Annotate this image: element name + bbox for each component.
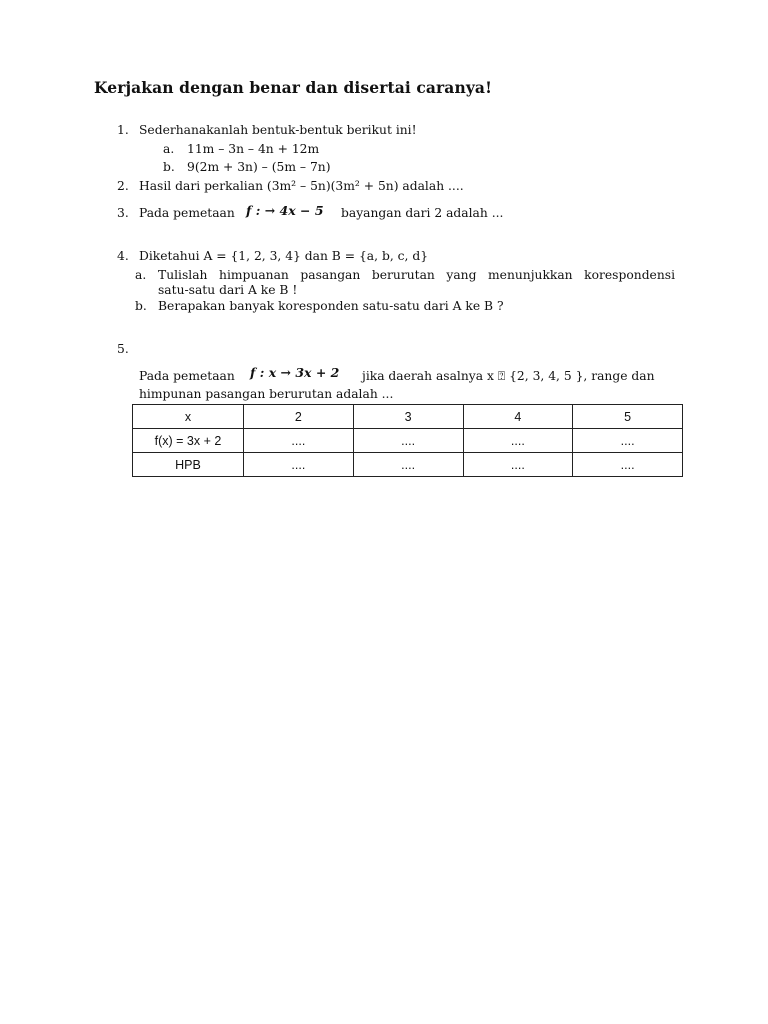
q5-post: jika daerah asalnya x ⍰ {2, 3, 4, 5 }, range dan [362, 369, 655, 383]
q1b-text: 9(2m + 3n) – (5m – 7n) [187, 160, 331, 174]
q4a-label: a. [135, 268, 147, 282]
table-cell: .... [463, 429, 573, 453]
q4a-line2: satu-satu dari A ke B ! [158, 283, 298, 297]
q1-number: 1. [117, 123, 129, 137]
table-cell: .... [353, 453, 463, 477]
table-cell: .... [244, 453, 354, 477]
q4-number: 4. [117, 249, 129, 263]
q4b-label: b. [135, 299, 147, 313]
table-cell: f(x) = 3x + 2 [133, 429, 244, 453]
q4a-line1: Tulislah himpuanan pasangan berurutan yang menunjukkan korespondensi [158, 268, 675, 282]
table-header-cell: 4 [463, 405, 573, 429]
q3-number: 3. [117, 206, 129, 220]
q5-line2: himpunan pasangan berurutan adalah ... [139, 387, 394, 401]
table-header-cell: 2 [244, 405, 354, 429]
q5-number: 5. [117, 342, 129, 356]
table-header-row [133, 405, 683, 429]
table-row [133, 429, 683, 453]
q5-pre: Pada pemetaan [139, 369, 235, 383]
q3-post: bayangan dari 2 adalah ... [341, 206, 504, 220]
table-cell: HPB [133, 453, 244, 477]
q3-pre: Pada pemetaan [139, 206, 235, 220]
table-header-cell: 5 [573, 405, 683, 429]
q2-number: 2. [117, 179, 129, 193]
page-title: Kerjakan dengan benar dan disertai caranya! [94, 78, 492, 97]
q1b-label: b. [163, 160, 175, 174]
q1a-text: 11m – 3n – 4n + 12m [187, 142, 320, 156]
q2-text: Hasil dari perkalian (3m² – 5n)(3m² + 5n) adalah .... [139, 179, 464, 193]
table-cell: .... [573, 453, 683, 477]
mapping-table [132, 404, 683, 477]
q1-text: Sederhanakanlah bentuk-bentuk berikut ini! [139, 123, 417, 137]
q3-formula: f : → 4x − 5 [246, 203, 324, 218]
table-cell: .... [353, 429, 463, 453]
q1a-label: a. [163, 142, 175, 156]
table-header-cell: 3 [353, 405, 463, 429]
q4b-text: Berapakan banyak koresponden satu-satu dari A ke B ? [158, 299, 504, 313]
table-cell: .... [463, 453, 573, 477]
table-row [133, 453, 683, 477]
table-cell: .... [244, 429, 354, 453]
q5-formula: f : x → 3x + 2 [250, 365, 340, 380]
q4-text: Diketahui A = {1, 2, 3, 4} dan B = {a, b, c, d} [139, 249, 429, 263]
table-cell: .... [573, 429, 683, 453]
table-header-cell: x [133, 405, 244, 429]
